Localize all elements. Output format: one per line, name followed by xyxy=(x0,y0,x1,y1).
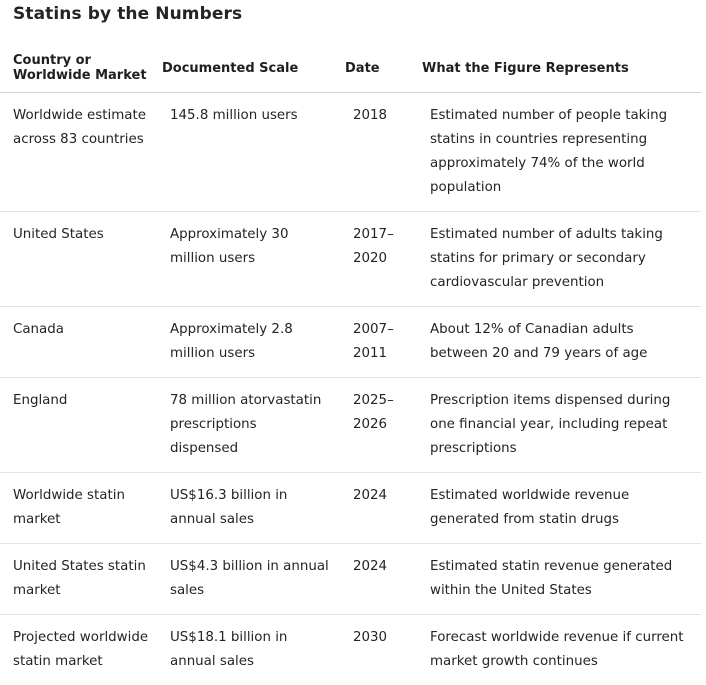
cell-scale: US$18.1 billion in annual sales xyxy=(156,615,337,685)
cell-meaning: Estimated statin revenue generated within the United States xyxy=(416,544,701,615)
cell-meaning: Estimated worldwide revenue generated from statin drugs xyxy=(416,473,701,544)
column-header-date: Date xyxy=(337,44,416,93)
header-row xyxy=(0,44,701,93)
cell-meaning: Prescription items dispensed during one financial year, including repeat prescriptions xyxy=(416,378,701,473)
cell-meaning: Estimated number of people taking statins in countries representing approximately 74% of the world population xyxy=(416,93,701,212)
table-row xyxy=(0,212,701,307)
table-header xyxy=(0,44,701,93)
cell-scale: 145.8 million users xyxy=(156,93,337,212)
cell-date: 2018 xyxy=(337,93,416,212)
cell-date: 2007–2011 xyxy=(337,307,416,378)
table-row xyxy=(0,473,701,544)
cell-market: Projected worldwide statin market xyxy=(0,615,156,685)
cell-date: 2030 xyxy=(337,615,416,685)
cell-meaning: Forecast worldwide revenue if current market growth continues xyxy=(416,615,701,685)
cell-scale: 78 million atorvastatin prescriptions dispensed xyxy=(156,378,337,473)
cell-date: 2024 xyxy=(337,544,416,615)
cell-market: Worldwide estimate across 83 countries xyxy=(0,93,156,212)
cell-market: England xyxy=(0,378,156,473)
column-header-meaning: What the Figure Represents xyxy=(416,44,701,93)
column-header-scale: Documented Scale xyxy=(156,44,337,93)
cell-meaning: Estimated number of adults taking statins for primary or secondary cardiovascular prevention xyxy=(416,212,701,307)
table-row xyxy=(0,93,701,212)
cell-market: United States statin market xyxy=(0,544,156,615)
table-row xyxy=(0,615,701,685)
cell-market: Worldwide statin market xyxy=(0,473,156,544)
cell-scale: Approximately 2.8 million users xyxy=(156,307,337,378)
cell-date: 2017–2020 xyxy=(337,212,416,307)
cell-market: Canada xyxy=(0,307,156,378)
cell-scale: Approximately 30 million users xyxy=(156,212,337,307)
column-header-market: Country or Worldwide Market xyxy=(0,44,156,93)
table-row xyxy=(0,378,701,473)
cell-date: 2025–2026 xyxy=(337,378,416,473)
cell-market: United States xyxy=(0,212,156,307)
cell-scale: US$16.3 billion in annual sales xyxy=(156,473,337,544)
cell-date: 2024 xyxy=(337,473,416,544)
statins-table xyxy=(0,44,701,685)
table-row xyxy=(0,544,701,615)
cell-meaning: About 12% of Canadian adults between 20 and 79 years of age xyxy=(416,307,701,378)
table-row xyxy=(0,307,701,378)
page-title: Statins by the Numbers xyxy=(13,4,242,24)
table-body xyxy=(0,93,701,685)
cell-scale: US$4.3 billion in annual sales xyxy=(156,544,337,615)
